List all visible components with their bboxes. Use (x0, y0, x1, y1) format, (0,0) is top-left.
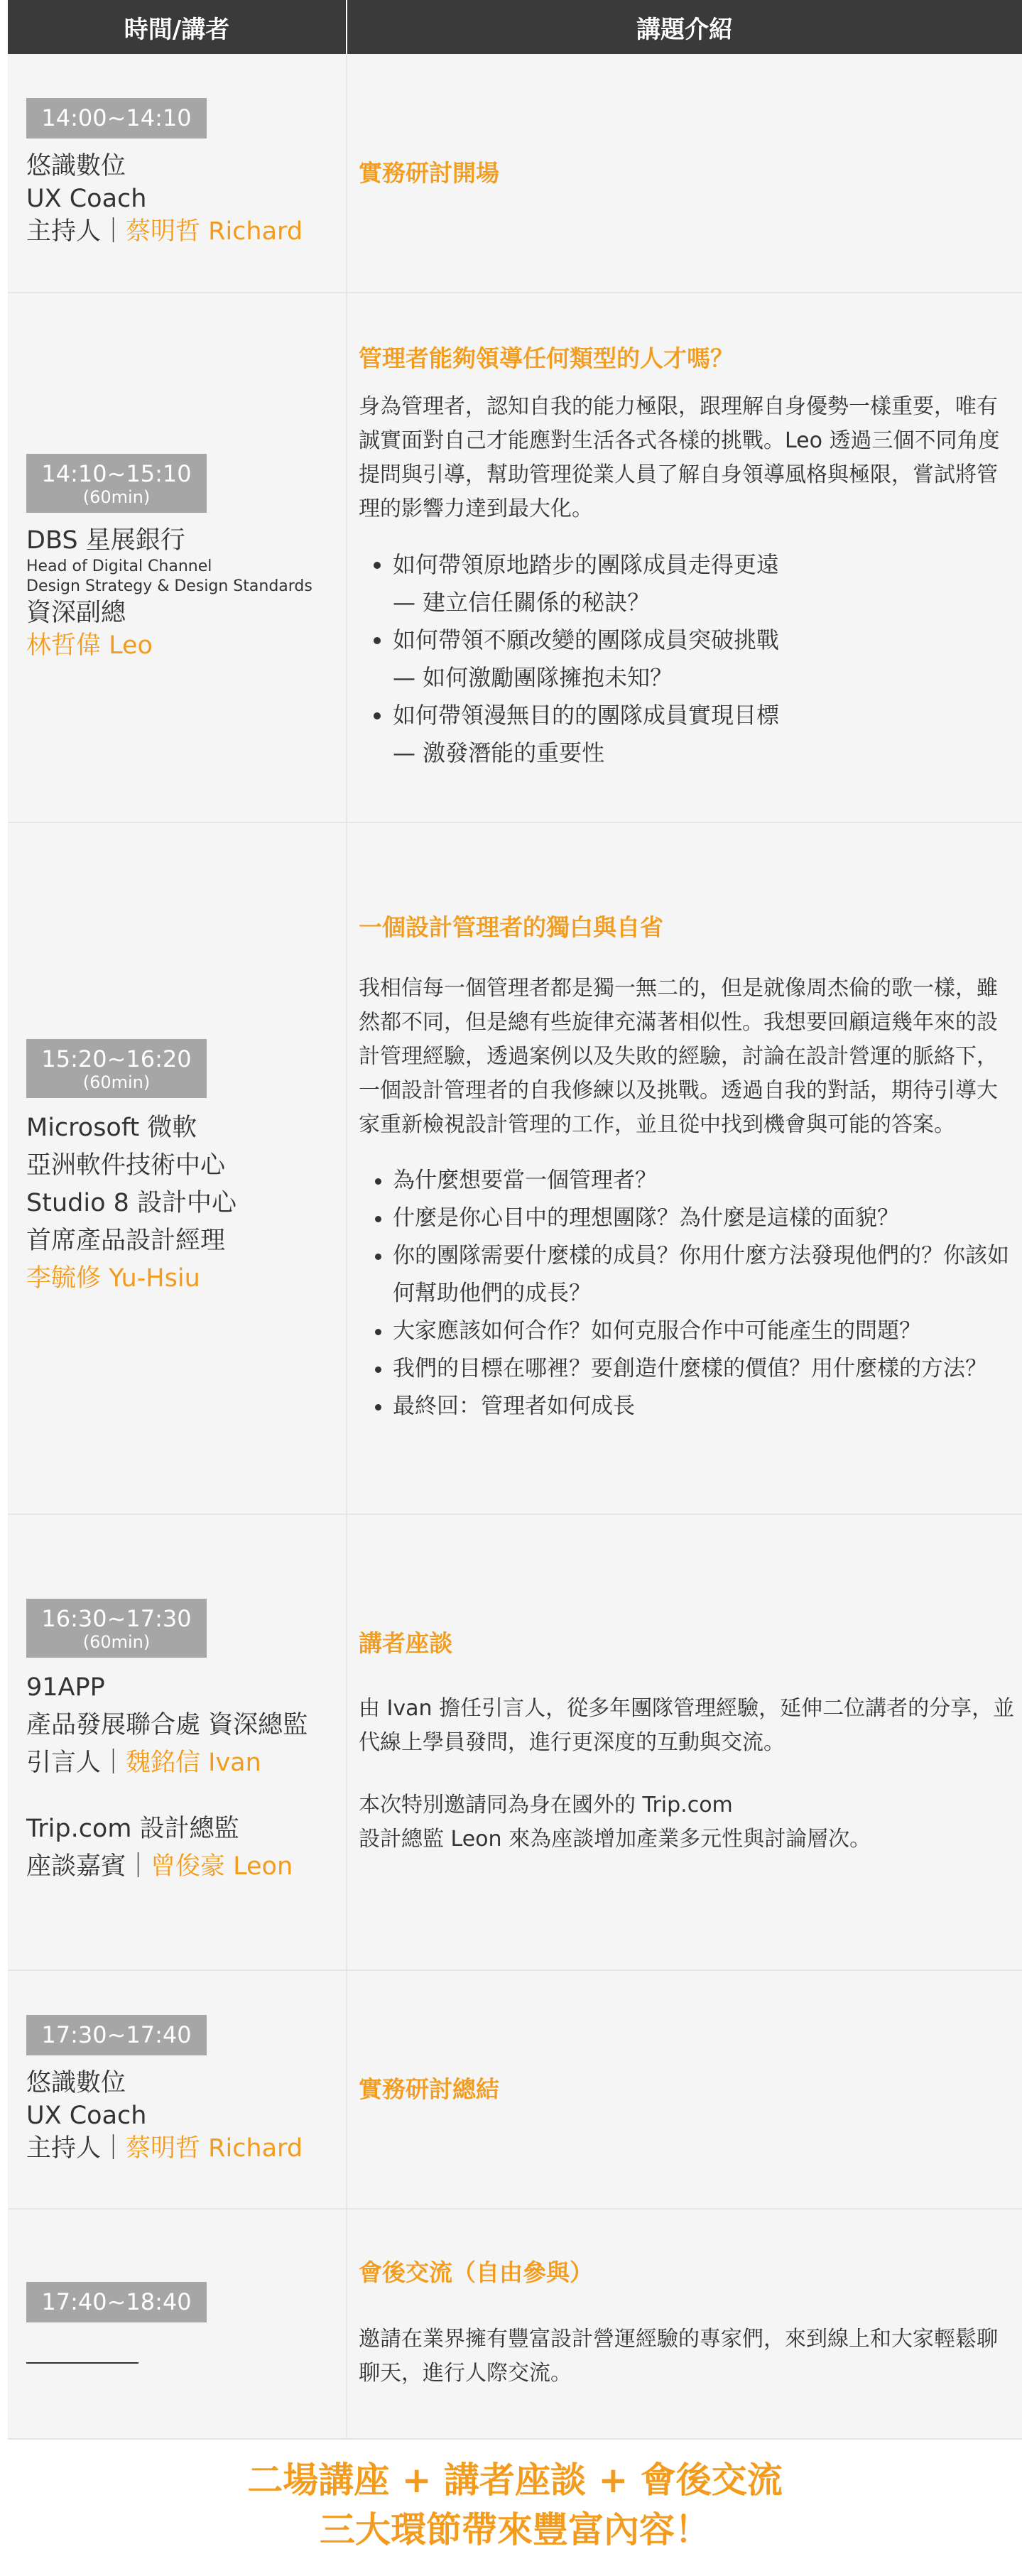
duration-label: (60min) (82, 1072, 151, 1092)
speaker-subtitle: Head of Digital Channel (26, 557, 212, 575)
time-label: 17:30~17:40 (41, 2021, 192, 2048)
time-badge (26, 98, 207, 138)
speaker-placeholder-line (26, 2334, 346, 2366)
list-item: • 如何帶領不願改變的團隊成員突破挑戰 — 如何激勵團隊擁抱未知？ (393, 621, 1015, 697)
session-title: 實務研討總結 (359, 2075, 499, 2103)
footer-line: 三大環節帶來豐富內容！ (320, 2509, 710, 2550)
time-label: 14:00~14:10 (41, 104, 192, 131)
speaker-role-line (26, 1744, 346, 1782)
speaker-role: 主持人｜ (26, 217, 126, 246)
topic-list (359, 1162, 1015, 1425)
duration-label: (60min) (82, 1632, 151, 1652)
speaker-company: 悠識數位 (26, 152, 126, 180)
list-item: • 最終回：管理者如何成長 (393, 1388, 1015, 1425)
time-label: 15:20~16:20 (41, 1045, 192, 1072)
speaker-name: 曾俊豪 Leon (151, 1852, 293, 1881)
session-description: 我相信每一個管理者都是獨一無二的，但是就像周杰倫的歌一樣，雖然都不同，但是總有些旋律充滿著相似性。我想要回顧這幾年來的設計管理經驗，透過案例以及失敗的經驗，討論在設計營運的脈絡下，一個設計管理者的自我修練以及挑戰。透過自我的對話，期待引導大家重新檢視設計管理的工作，並且從中找到機會與可能的答案。 (359, 975, 998, 1137)
speaker-name: 蔡明哲 Richard (126, 2134, 303, 2163)
session-topic-cell (347, 2209, 1022, 2439)
table-row (8, 822, 1022, 1514)
speaker-company: Microsoft 微軟 (26, 1114, 197, 1142)
table-row (8, 2209, 1022, 2439)
header-topic: 講題介紹 (347, 0, 1022, 54)
session-description: 本次特別邀請同為身在國外的 Trip.com 設計總監 Leon 來為座談增加產業多元性與討論層次。 (359, 1793, 871, 1852)
speaker-title: 產品發展聯合處 資深總監 (26, 1711, 308, 1739)
session-speaker-cell (8, 54, 347, 293)
speaker-role-line (26, 215, 346, 248)
time-label: 16:30~17:30 (41, 1605, 192, 1632)
time-badge (26, 1599, 207, 1658)
speaker-role-line (26, 1848, 346, 1886)
speaker-role: 主持人｜ (26, 2134, 126, 2163)
speaker-name: 李毓修 Yu-Hsiu (26, 1264, 200, 1293)
list-item: • 我們的目標在哪裡？要創造什麼樣的價值？用什麼樣的方法？ (393, 1350, 1015, 1388)
session-topic-cell (347, 293, 1022, 822)
time-label: 14:10~15:10 (41, 460, 192, 487)
speaker-title: UX Coach (26, 2101, 147, 2130)
session-title: 管理者能夠領導任何類型的人才嗎？ (359, 344, 734, 372)
table-row (8, 293, 1022, 822)
time-badge (26, 1039, 207, 1098)
session-title: 一個設計管理者的獨白與自省 (359, 913, 663, 941)
session-title: 會後交流（自由參與） (359, 2259, 593, 2286)
speaker-title: UX Coach (26, 185, 147, 213)
session-title: 講者座談 (359, 1629, 452, 1657)
speaker-role: 座談嘉賓｜ (26, 1852, 151, 1881)
session-speaker-cell (8, 293, 347, 822)
schedule-wrapper (8, 0, 1022, 2555)
session-description: 邀請在業界擁有豐富設計營運經驗的專家們，來到線上和大家輕鬆聊聊天，進行人際交流。 (359, 2327, 998, 2386)
speaker-title: Trip.com 設計總監 (26, 1815, 239, 1843)
speaker-dept: Studio 8 設計中心 (26, 1189, 237, 1217)
footer-tagline (8, 2455, 1022, 2555)
speaker-name: 蔡明哲 Richard (126, 217, 303, 246)
speaker-subtitle: Design Strategy & Design Standards (26, 577, 312, 595)
header-time-speaker: 時間/講者 (8, 0, 347, 54)
session-speaker-cell (8, 2209, 347, 2439)
list-item: • 你的團隊需要什麼樣的成員？你用什麼方法發現他們的？你該如何幫助他們的成長？ (393, 1237, 1015, 1313)
duration-label: (60min) (82, 487, 151, 507)
speaker-dept: 亞洲軟件技術中心 (26, 1151, 226, 1180)
speaker-role-line (26, 2132, 346, 2165)
time-badge (26, 2015, 207, 2055)
session-topic-cell (347, 1514, 1022, 1970)
table-row (8, 1970, 1022, 2209)
topic-list (359, 546, 1015, 772)
session-speaker-cell (8, 1970, 347, 2209)
session-speaker-cell (8, 822, 347, 1514)
list-item: • 為什麼想要當一個管理者？ (393, 1162, 1015, 1200)
speaker-name: 林哲偉 Leo (26, 631, 153, 660)
speaker-title: 首席產品設計經理 (26, 1227, 226, 1255)
speaker-company: DBS 星展銀行 (26, 526, 185, 555)
session-title: 實務研討開場 (359, 158, 499, 187)
session-description: 由 Ivan 擔任引言人，從多年團隊管理經驗，延伸二位講者的分享，並代線上學員發問，進行更深度的互動與交流。 (359, 1696, 1015, 1755)
session-speaker-cell (8, 1514, 347, 1970)
session-topic-cell (347, 54, 1022, 293)
list-item: • 大家應該如何合作？如何克服合作中可能產生的問題？ (393, 1313, 1015, 1350)
session-topic-cell (347, 822, 1022, 1514)
session-topic-cell (347, 1970, 1022, 2209)
table-row (8, 1514, 1022, 1970)
time-badge (26, 2282, 207, 2322)
footer-line: 二場講座 + 講者座談 + 會後交流 (247, 2460, 783, 2501)
speaker-company: 91APP (26, 1673, 105, 1702)
speaker-title: 資深副總 (26, 598, 126, 627)
list-item: • 什麼是你心目中的理想團隊？為什麼是這樣的面貌？ (393, 1200, 1015, 1237)
table-header-row (8, 0, 1022, 54)
list-item: • 如何帶領原地踏步的團隊成員走得更遠 — 建立信任關係的秘訣？ (393, 546, 1015, 621)
time-label: 17:40~18:40 (41, 2288, 192, 2315)
schedule-table (8, 0, 1022, 2440)
speaker-name: 魏銘信 Ivan (126, 1749, 261, 1777)
table-row (8, 54, 1022, 293)
time-badge (26, 454, 207, 513)
speaker-company: 悠識數位 (26, 2068, 126, 2097)
list-item: • 如何帶領漫無目的的團隊成員實現目標 — 激發潛能的重要性 (393, 697, 1015, 772)
session-description: 身為管理者，認知自我的能力極限，跟理解自身優勢一樣重要，唯有誠實面對自己才能應對生活各式各樣的挑戰。Leo 透過三個不同角度提問與引導，幫助管理從業人員了解自身領導風格與極限，嘗試將管理的影響力達到最大化。 (359, 394, 1000, 521)
speaker-role: 引言人｜ (26, 1749, 126, 1777)
